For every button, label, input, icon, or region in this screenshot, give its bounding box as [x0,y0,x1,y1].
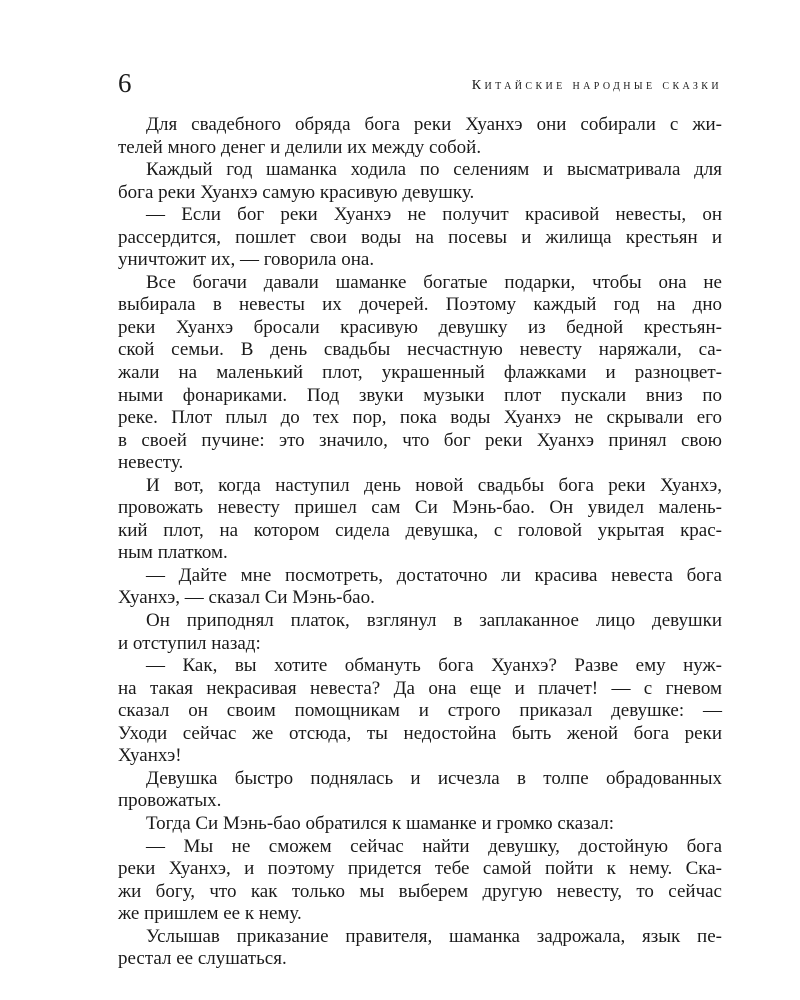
text-line: бога реки Хуанхэ самую красивую девушку. [118,181,475,203]
text-line: реке. Плот плыл до тех пор, пока воды Хуанхэ не скрывали его [118,407,722,429]
text-line: телей много денег и делили их между собой. [118,136,482,158]
text-line: Все богачи давали шаманке богатые подарки, чтобы она не [146,271,722,293]
text-line: — Если бог реки Хуанхэ не получит красивой невесты, он [146,204,722,226]
paragraph [118,565,722,610]
paragraph [118,926,722,971]
text-line: провожатых. [118,790,222,812]
text-line: Хуанхэ, — сказал Си Мэнь-бао. [118,587,375,609]
text-line: Для свадебного обряда бога реки Хуанхэ они собирали с жи- [146,114,722,135]
text-line: выбирала в невесты их дочерей. Поэтому каждый год на дно [118,294,722,316]
paragraph [118,655,722,768]
text-line: — Мы не сможем сейчас найти девушку, достойную бога [146,835,722,857]
text-line: в своей пучине: это значило, что бог реки Хуанхэ принял свою [118,429,722,451]
text-line: уничтожит их, — говорила она. [118,249,375,271]
text-line: ными фонариками. Под звуки музыки плот пускали вниз по [118,384,722,406]
text-line: Каждый год шаманка ходила по селениям и высматривала для [146,159,722,181]
page-number: 6 [118,68,132,98]
text-line: жи богу, что как только мы выберем другую невесту, то сейчас [118,880,722,902]
paragraph [118,114,722,159]
text-line: на такая некрасивая невеста? Да она еще и плачет! — с гневом [118,677,722,699]
text-line: — Дайте мне посмотреть, достаточно ли красива невеста бога [146,564,722,586]
text-line: сказал он своим помощникам и строго приказал девушке: — [118,700,722,722]
paragraph [118,272,722,475]
running-title: Китайские народные сказки [471,78,722,93]
text-line: ным платком. [118,542,228,564]
text-line: Услышав приказание правителя, шаманка задрожала, язык пе- [146,925,722,947]
paragraph [118,768,722,813]
text-line: же пришлем ее к нему. [118,903,302,925]
text-line: рестал ее слушаться. [118,948,287,970]
text-line: реки Хуанхэ бросали красивую девушку из бедной крестьян- [118,316,722,338]
text-line: Уходи сейчас же отсюда, ты недостойна быть женой бога реки [118,722,722,744]
text-line: Он приподнял платок, взглянул в заплаканное лицо девушки [146,610,722,632]
paragraph [118,204,722,272]
text-line: и отступил назад: [118,632,261,654]
text-line: рассердится, пошлет свои воды на посевы и жилища крестьян и [118,226,722,248]
text-line: Девушка быстро поднялась и исчезла в толпе обрадованных [146,767,722,789]
text-line: провожать невесту пришел сам Си Мэнь-бао. Он увидел малень- [118,497,722,519]
text-line: кий плот, на котором сидела девушка, с головой укрытая крас- [118,519,722,541]
text-line: жали на маленький плот, украшенный флажками и разноцвет- [118,362,722,384]
paragraph [118,159,722,204]
text-line: ской семьи. В день свадьбы несчастную невесту наряжали, са- [118,339,722,361]
text-line: — Как, вы хотите обмануть бога Хуанхэ? Разве ему нуж- [146,655,722,677]
text-line: реки Хуанхэ, и поэтому придется тебе самой пойти к нему. Ска- [118,858,722,880]
paragraph [118,836,722,926]
paragraph [118,813,722,836]
paragraph [118,610,722,655]
text-line: И вот, когда наступил день новой свадьбы бога реки Хуанхэ, [146,474,722,496]
text-line: невесту. [118,452,184,474]
text-line: Тогда Си Мэнь-бао обратился к шаманке и громко сказал: [146,812,615,834]
body-text [118,114,722,971]
text-line: Хуанхэ! [118,745,182,767]
paragraph [118,475,722,565]
